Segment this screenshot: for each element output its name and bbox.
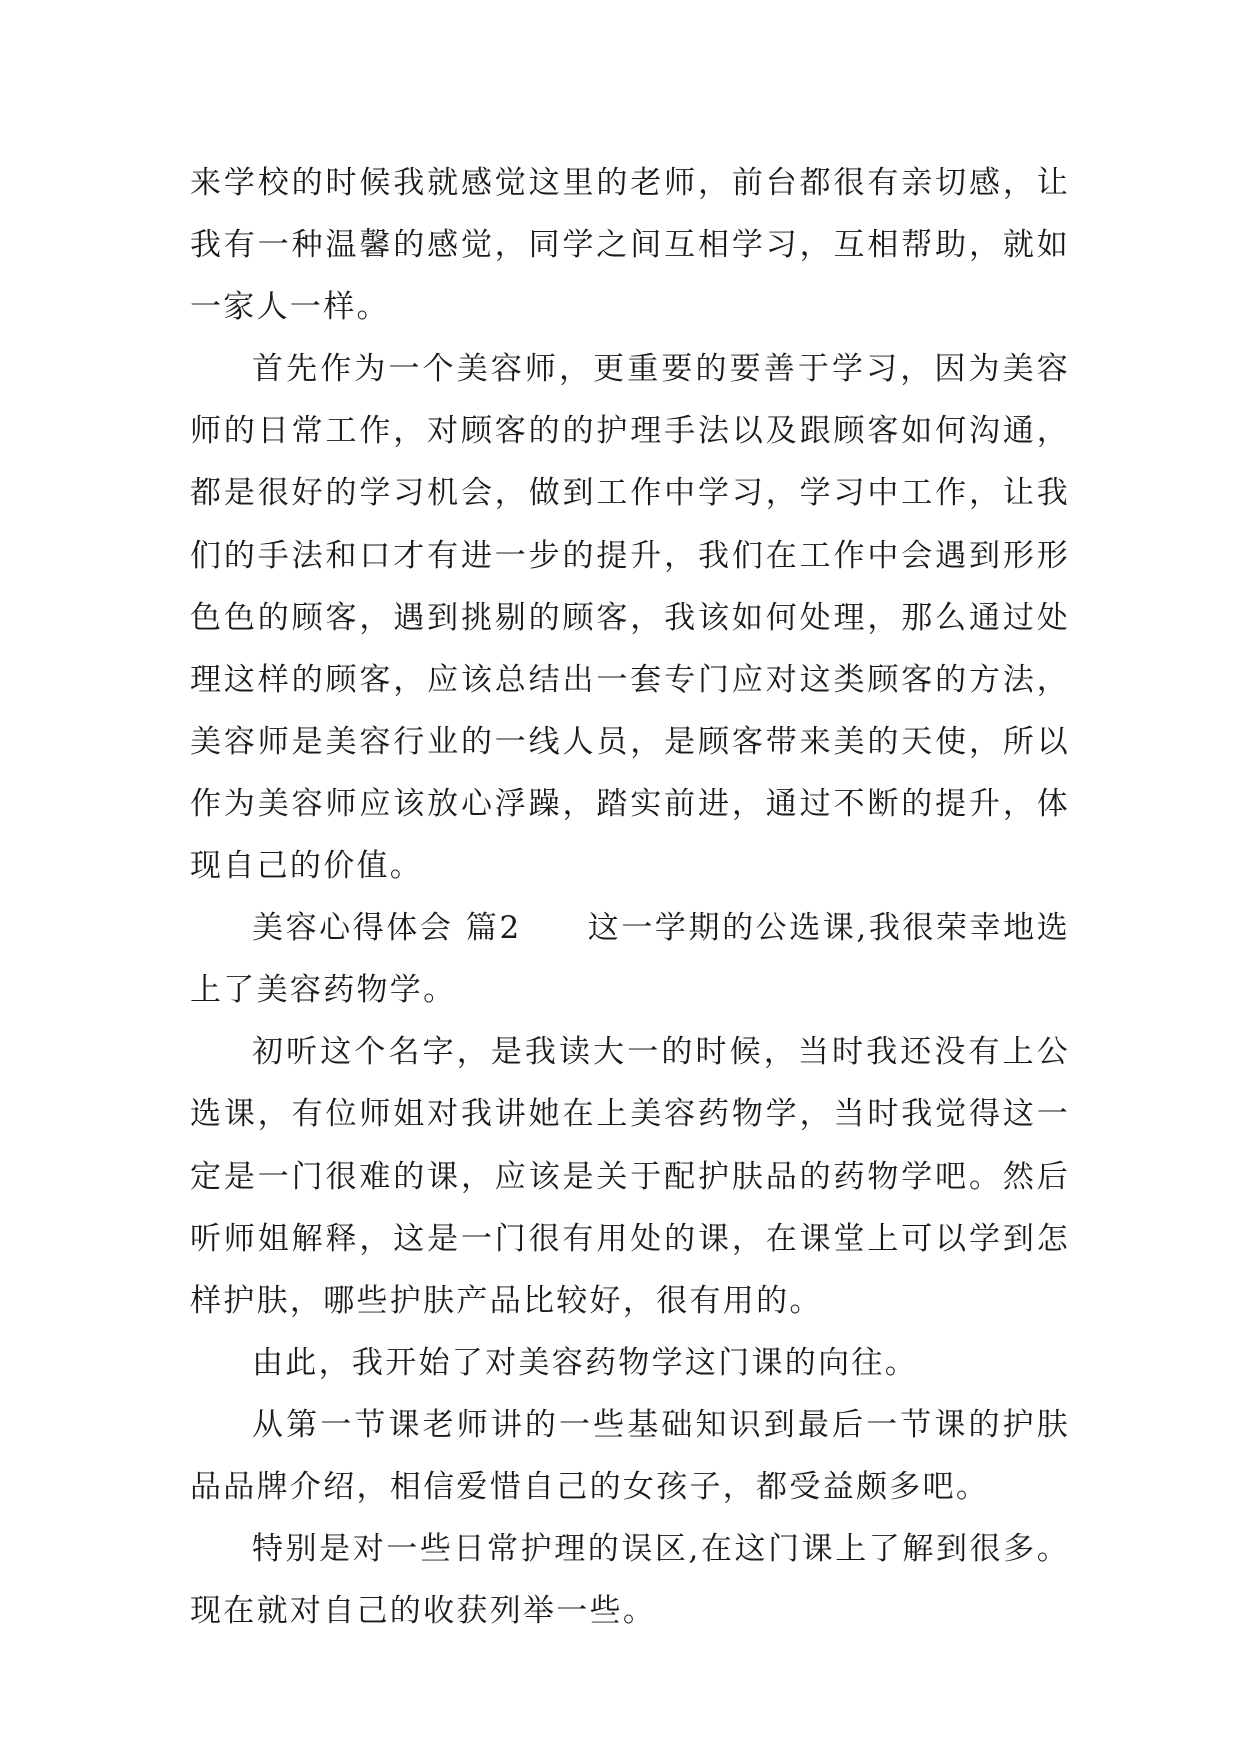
section-paragraph xyxy=(190,897,1070,1021)
paragraph-7: 特别是对一些日常护理的误区,在这门课上了解到很多。现在就对自己的收获列举一些。 xyxy=(190,1531,1070,1630)
section-first-text: 这一学期的公选课,我很荣幸地选上了美容药物学。 xyxy=(190,910,1070,1009)
document-body xyxy=(190,152,1070,1642)
paragraph-2: 首先作为一个美容师，更重要的要善于学习，因为美容师的日常工作，对顾客的的护理手法以及跟顾客如何沟通，都是很好的学习机会，做到工作中学习，学习中工作，让我们的手法和口才有进一步的提升，我们在工作中会遇到形形色色的顾客，遇到挑剔的顾客，我该如何处理，那么通过处理这样的顾客，应该总结出一套专门应对这类顾客的方法，美容师是美容行业的一线人员，是顾客带来美的天使，所以作为美容师应该放心浮躁，踏实前进，通过不断的提升，体现自己的价值。 xyxy=(190,351,1070,885)
section-heading: 美容心得体会 篇2 xyxy=(252,910,522,947)
paragraph-5: 由此，我开始了对美容药物学这门课的向往。 xyxy=(252,1344,918,1381)
paragraph-1: 来学校的时候我就感觉这里的老师，前台都很有亲切感，让我有一种温馨的感觉，同学之间互相学习，互相帮助，就如一家人一样。 xyxy=(190,165,1070,326)
paragraph-4: 初听这个名字，是我读大一的时候，当时我还没有上公选课，有位师姐对我讲她在上美容药物学，当时我觉得这一定是一门很难的课，应该是关于配护肤品的药物学吧。然后听师姐解释，这是一门很有用处的课，在课堂上可以学到怎样护肤，哪些护肤产品比较好，很有用的。 xyxy=(190,1034,1070,1319)
paragraph-6: 从第一节课老师讲的一些基础知识到最后一节课的护肤品品牌介绍，相信爱惜自己的女孩子，都受益颇多吧。 xyxy=(190,1406,1070,1505)
